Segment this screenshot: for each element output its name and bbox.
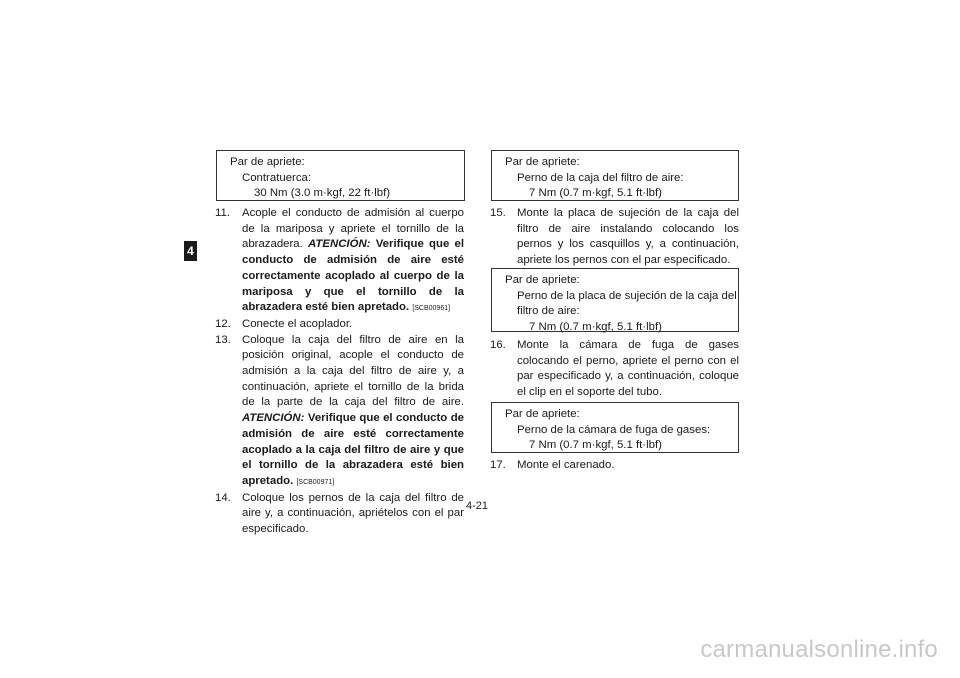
torque-item: Perno de la placa de sujeción de la caja del [517, 289, 737, 302]
step-number: 12. [215, 317, 231, 330]
step-number: 17. [490, 459, 506, 471]
step-text: Monte la cámara de fuga de gases colocando el perno, apriete el perno con el par especificado y, a continuación, coloque el clip en el soporte del tubo. [517, 339, 739, 399]
torque-value: 7 Nm (0.7 m·kgf, 5.1 ft·lbf) [529, 439, 662, 451]
caution-label: ATENCIÓN: [308, 238, 371, 251]
step-16 [490, 338, 739, 401]
step-text: Conecte el acoplador. [242, 317, 353, 330]
watermark: carmanualsonline.info [700, 636, 938, 663]
reference-code: [SCB00961] [412, 305, 451, 313]
step-13 [215, 333, 464, 491]
step-11 [215, 206, 464, 317]
torque-item: Perno de la cámara de fuga de gases: [517, 423, 711, 436]
step-15 [490, 206, 739, 269]
step-12 [215, 317, 464, 333]
torque-item: Perno de la caja del filtro de aire: [517, 171, 684, 184]
torque-spec-box-blowby-chamber [491, 402, 739, 453]
torque-title: Par de apriete: [230, 156, 305, 168]
caution-label: ATENCIÓN: [242, 412, 305, 425]
torque-value: 7 Nm (0.7 m·kgf, 5.1 ft·lbf) [529, 187, 662, 199]
step-text: Coloque la caja del filtro de aire en la posición original, acople el conducto de admisión a la caja del filtro de aire y, a continuación, apriete el tornillo de la brida de la parte de la caja del filtro de aire. [242, 333, 464, 409]
step-number: 14. [215, 491, 231, 504]
torque-title: Par de apriete: [505, 274, 580, 286]
torque-item-continued: filtro de aire: [517, 305, 580, 317]
chapter-tab: 4 [184, 241, 197, 261]
reference-code: [SCB00971] [296, 478, 335, 486]
step-number: 11. [215, 207, 230, 219]
torque-spec-box-locknut [216, 150, 465, 201]
torque-title: Par de apriete: [505, 408, 580, 420]
torque-value: 7 Nm (0.7 m·kgf, 5.1 ft·lbf) [529, 320, 662, 333]
step-text: Monte el carenado. [517, 459, 615, 471]
caution-text: Verifique que el conducto de admisión de aire esté correctamente acoplado al cuerpo de la mariposa y que el tornillo de la abrazadera esté bien apretado. [242, 238, 465, 314]
step-16-block [490, 338, 739, 401]
torque-item: Contratuerca: [242, 171, 312, 184]
step-text: Acople el conducto de admisión al cuerpo de la mariposa y apriete el tornillo de la abrazadera. [242, 207, 464, 251]
torque-spec-box-bracket [491, 268, 739, 332]
step-17 [490, 458, 739, 474]
torque-title: Par de apriete: [505, 156, 580, 168]
step-number: 13. [215, 333, 231, 346]
step-text: Coloque los pernos de la caja del filtro de aire y, a continuación, apriételos con el par especificado. [242, 491, 464, 536]
torque-spec-box-air-filter-case [491, 150, 739, 201]
caution-text: Verifique que el conducto de admisión de aire esté correctamente acoplado a la caja del filtro de aire y que el tornillo de la abrazadera esté bien apretado. [242, 412, 464, 487]
page-number: 4-21 [466, 500, 489, 512]
step-15-block [490, 206, 739, 269]
step-17-block [490, 458, 739, 474]
step-number: 16. [490, 339, 506, 351]
torque-value: 30 Nm (3.0 m·kgf, 22 ft·lbf) [254, 187, 391, 199]
step-text: Monte la placa de sujeción de la caja del filtro de aire instalando colocando los pernos y los casquillos y, a continuación, apriete los pernos con el par especificado. [517, 207, 739, 267]
step-14 [215, 491, 464, 538]
step-number: 15. [490, 207, 506, 219]
left-column-steps [215, 206, 464, 538]
